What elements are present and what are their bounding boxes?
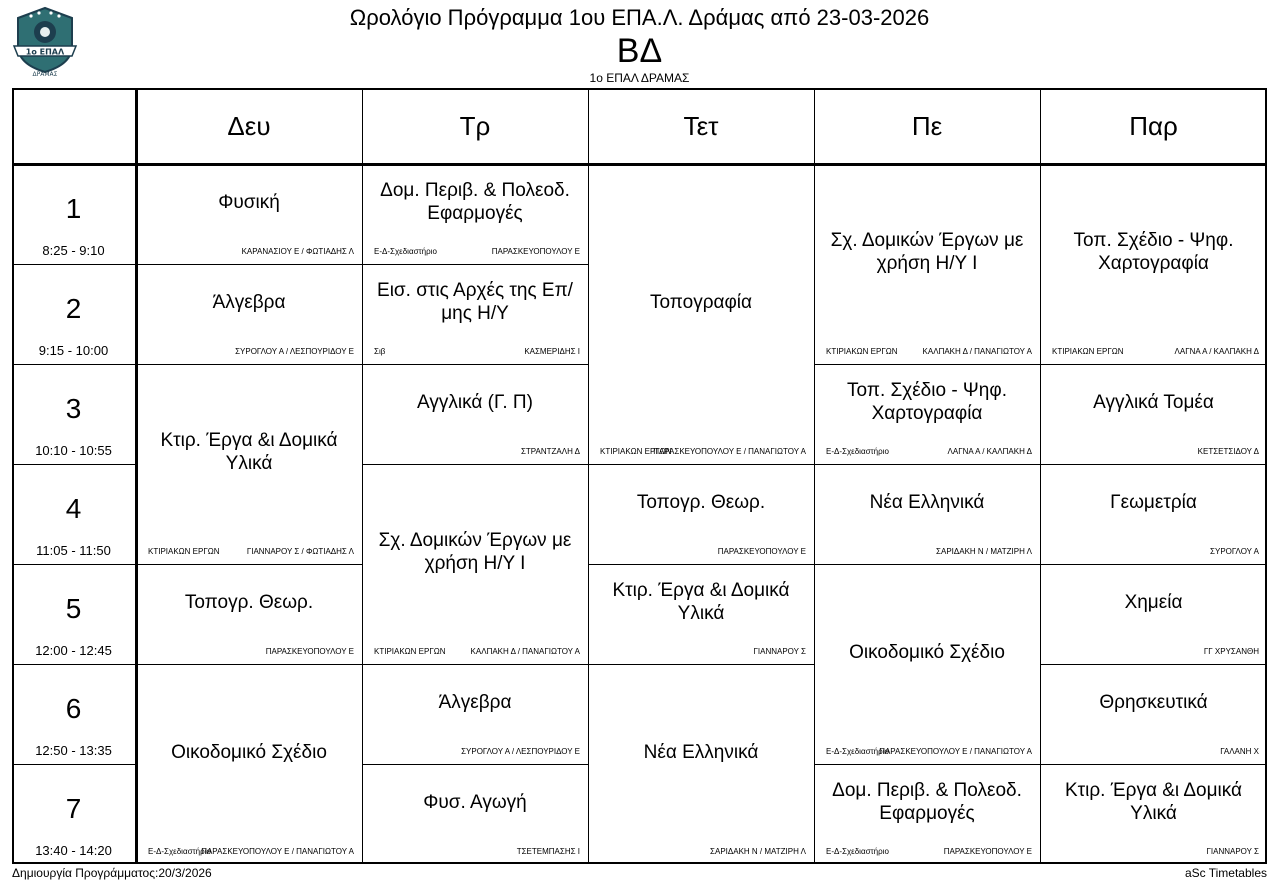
period-cell <box>12 664 135 764</box>
lesson-room: ΚΤΙΡΙΑΚΩΝ ΕΡΓΩΝ <box>1052 347 1124 356</box>
logo-subtext: ΔΡΑΜΑΣ <box>32 71 58 78</box>
lesson-subject: Τοπογρ. Θεωρ. <box>184 591 314 613</box>
lesson-cell[interactable] <box>1040 564 1267 664</box>
lesson-subject: Τοπογραφία <box>649 291 753 313</box>
lesson-subject: Αγγλικά (Γ. Π) <box>417 391 533 413</box>
lesson-cell[interactable] <box>814 364 1040 464</box>
lesson-teacher: ΓΓ ΧΡΥΣΑΝΘΗ <box>1203 647 1259 656</box>
lesson-cell[interactable] <box>814 164 1040 364</box>
lesson-teacher: ΣΥΡΟΓΛΟΥ Α / ΛΕΣΠΟΥΡΙΔΟΥ Ε <box>235 347 354 356</box>
lesson-cell[interactable] <box>136 264 362 364</box>
lesson-subject: Κτιρ. Έργα &ι Δομικά Υλικά <box>1064 780 1243 824</box>
lesson-cell[interactable] <box>362 264 588 364</box>
lesson-subject: Οικοδομικό Σχέδιο <box>849 641 1005 663</box>
lesson-subject: Φυσική <box>218 191 280 213</box>
period-number: 6 <box>65 693 82 724</box>
lesson-cell[interactable] <box>814 564 1040 764</box>
period-time: 10:10 - 10:55 <box>35 443 112 458</box>
row-divider <box>12 264 136 265</box>
period-cell <box>12 164 135 264</box>
period-time: 12:50 - 13:35 <box>35 743 112 758</box>
day-header: Δευ <box>227 110 271 141</box>
period-cell <box>12 364 135 464</box>
lesson-subject: Κτιρ. Έργα &ι Δομικά Υλικά <box>612 580 790 624</box>
lesson-subject: Άλγεβρα <box>438 691 512 713</box>
lesson-teacher: ΣΑΡΙΔΑΚΗ Ν / ΜΑΤΖΙΡΗ Λ <box>936 547 1032 556</box>
lesson-teacher: ΤΣΕΤΕΜΠΑΣΗΣ Ι <box>516 847 580 856</box>
lesson-cell[interactable] <box>136 664 362 864</box>
created-date: Δημιουργία Προγράμματος:20/3/2026 <box>12 866 212 880</box>
lesson-cell[interactable] <box>588 464 814 564</box>
school-name: 1ο ΕΠΑΛ ΔΡΑΜΑΣ <box>589 71 690 85</box>
lesson-subject: Εισ. στις Αρχές της Επ/μης Η/Υ <box>377 280 573 324</box>
period-number: 3 <box>65 393 82 424</box>
period-number: 5 <box>65 593 82 624</box>
period-time: 9:15 - 10:00 <box>38 343 109 358</box>
lesson-subject: Δομ. Περιβ. & Πολεοδ. Εφαρμογές <box>380 180 570 224</box>
period-time: 8:25 - 9:10 <box>42 243 105 258</box>
lesson-cell[interactable] <box>136 364 362 564</box>
class-name: ΒΔ <box>616 32 663 70</box>
lesson-cell[interactable] <box>1040 464 1267 564</box>
lesson-subject: Κτιρ. Έργα &ι Δομικά Υλικά <box>160 430 338 474</box>
lesson-teacher: ΚΑΣΜΕΡΙΔΗΣ Ι <box>524 347 580 356</box>
lesson-room: Σιβ <box>374 347 386 356</box>
lesson-teacher: ΣΤΡΑΝΤΖΑΛΗ Δ <box>520 447 580 456</box>
period-time: 13:40 - 14:20 <box>35 843 112 858</box>
lesson-subject: Γεωμετρία <box>1110 491 1197 513</box>
lesson-subject: Φυσ. Αγωγή <box>423 791 527 813</box>
lesson-subject: Σχ. Δομικών Έργων με χρήση Η/Υ Ι <box>830 230 1024 274</box>
lesson-teacher: ΠΑΡΑΣΚΕΥΟΠΟΥΛΟΥ Ε <box>717 547 806 556</box>
lesson-teacher: ΠΑΡΑΣΚΕΥΟΠΟΥΛΟΥ Ε <box>943 847 1032 856</box>
lesson-cell[interactable] <box>1040 664 1267 764</box>
lesson-teacher: ΠΑΡΑΣΚΕΥΟΠΟΥΛΟΥ Ε / ΠΑΝΑΓΙΩΤΟΥ Α <box>879 747 1032 756</box>
period-number: 7 <box>65 793 82 824</box>
lesson-room: Ε-Δ-Σχεδιαστήριο <box>374 247 437 256</box>
lesson-room: ΚΤΙΡΙΑΚΩΝ ΕΡΓΩΝ <box>826 347 898 356</box>
row-divider <box>12 464 136 465</box>
lesson-teacher: ΣΑΡΙΔΑΚΗ Ν / ΜΑΤΖΙΡΗ Λ <box>710 847 806 856</box>
logo-label: 1ο ΕΠΑΛ <box>25 47 65 57</box>
period-number: 4 <box>65 493 82 524</box>
lesson-cell[interactable] <box>362 164 588 264</box>
lesson-cell[interactable] <box>1040 764 1267 864</box>
lesson-teacher: ΠΑΡΑΣΚΕΥΟΠΟΥΛΟΥ Ε / ΠΑΝΑΓΙΩΤΟΥ Α <box>653 447 806 456</box>
lesson-teacher: ΚΑΡΑΝΑΣΙΟΥ Ε / ΦΩΤΙΑΔΗΣ Λ <box>241 247 354 256</box>
lesson-teacher: ΠΑΡΑΣΚΕΥΟΠΟΥΛΟΥ Ε / ΠΑΝΑΓΙΩΤΟΥ Α <box>201 847 354 856</box>
lesson-cell[interactable] <box>362 664 588 764</box>
lesson-teacher: ΛΑΓΝΑ Α / ΚΑΛΠΑΚΗ Δ <box>1174 347 1259 356</box>
lesson-subject: Τοπογρ. Θεωρ. <box>636 491 766 513</box>
lesson-room: ΚΤΙΡΙΑΚΩΝ ΕΡΓΩΝ <box>148 547 220 556</box>
lesson-subject: Τοπ. Σχέδιο - Ψηφ. Χαρτογραφία <box>847 380 1007 424</box>
period-time: 12:00 - 12:45 <box>35 643 112 658</box>
lesson-teacher: ΠΑΡΑΣΚΕΥΟΠΟΥΛΟΥ Ε <box>491 247 580 256</box>
lesson-teacher: ΚΑΛΠΑΚΗ Δ / ΠΑΝΑΓΙΩΤΟΥ Α <box>470 647 580 656</box>
row-divider <box>12 364 136 365</box>
period-number: 2 <box>65 293 82 324</box>
day-header: Τρ <box>459 110 491 141</box>
lesson-cell[interactable] <box>362 764 588 864</box>
lesson-teacher: ΚΑΛΠΑΚΗ Δ / ΠΑΝΑΓΙΩΤΟΥ Α <box>922 347 1032 356</box>
lesson-subject: Τοπ. Σχέδιο - Ψηφ. Χαρτογραφία <box>1073 230 1234 274</box>
lesson-teacher: ΓΙΑΝΝΑΡΟΥ Σ / ΦΩΤΙΑΔΗΣ Λ <box>246 547 354 556</box>
period-time: 11:05 - 11:50 <box>36 543 111 558</box>
day-header: Τετ <box>683 110 719 141</box>
day-header: Παρ <box>1129 110 1178 141</box>
software-credit: aSc Timetables <box>1184 866 1267 880</box>
lesson-teacher: ΣΥΡΟΓΛΟΥ Α / ΛΕΣΠΟΥΡΙΔΟΥ Ε <box>461 747 580 756</box>
lesson-room: Ε-Δ-Σχεδιαστήριο <box>826 747 889 756</box>
day-header: Πε <box>911 110 943 141</box>
period-cell <box>12 264 135 364</box>
period-cell <box>12 764 135 864</box>
lesson-teacher: ΚΕΤΣΕΤΣΙΔΟΥ Δ <box>1197 447 1259 456</box>
lesson-subject: Σχ. Δομικών Έργων με χρήση Η/Υ Ι <box>378 530 572 574</box>
row-divider <box>12 764 136 765</box>
lesson-cell[interactable] <box>362 464 588 664</box>
lesson-cell[interactable] <box>588 664 814 864</box>
lesson-teacher: ΓΑΛΑΝΗ Χ <box>1220 747 1259 756</box>
lesson-room: Ε-Δ-Σχεδιαστήριο <box>148 847 211 856</box>
lesson-cell[interactable] <box>588 564 814 664</box>
lesson-subject: Νέα Ελληνικά <box>869 491 985 513</box>
lesson-cell[interactable] <box>136 164 362 264</box>
lesson-room: Ε-Δ-Σχεδιαστήριο <box>826 447 889 456</box>
lesson-cell[interactable] <box>136 564 362 664</box>
lesson-cell[interactable] <box>588 164 814 464</box>
lesson-subject: Θρησκευτικά <box>1099 691 1208 713</box>
lesson-room: Ε-Δ-Σχεδιαστήριο <box>826 847 889 856</box>
lesson-cell[interactable] <box>362 364 588 464</box>
row-divider <box>12 564 136 565</box>
period-cell <box>12 464 135 564</box>
lesson-room: ΚΤΙΡΙΑΚΩΝ ΕΡΓΩΝ <box>600 447 672 456</box>
lesson-room: ΚΤΙΡΙΑΚΩΝ ΕΡΓΩΝ <box>374 647 446 656</box>
lesson-cell[interactable] <box>1040 164 1267 364</box>
lesson-cell[interactable] <box>814 464 1040 564</box>
row-divider <box>12 664 136 665</box>
lesson-teacher: ΓΙΑΝΝΑΡΟΥ Σ <box>753 647 806 656</box>
period-number: 1 <box>65 193 82 224</box>
lesson-cell[interactable] <box>814 764 1040 864</box>
lesson-subject: Χημεία <box>1124 591 1183 613</box>
lesson-subject: Δομ. Περιβ. & Πολεοδ. Εφαρμογές <box>832 780 1022 824</box>
page-title: Ωρολόγιο Πρόγραμμα 1ου ΕΠΑ.Λ. Δράμας από 23-03-2026 <box>349 5 930 30</box>
lesson-subject: Αγγλικά Τομέα <box>1093 391 1214 413</box>
lesson-cell[interactable] <box>1040 364 1267 464</box>
lesson-teacher: ΛΑΓΝΑ Α / ΚΑΛΠΑΚΗ Δ <box>947 447 1032 456</box>
lesson-subject: Νέα Ελληνικά <box>643 741 759 763</box>
period-cell <box>12 564 135 664</box>
lesson-teacher: ΣΥΡΟΓΛΟΥ Α <box>1210 547 1259 556</box>
lesson-teacher: ΓΙΑΝΝΑΡΟΥ Σ <box>1206 847 1259 856</box>
lesson-subject: Οικοδομικό Σχέδιο <box>171 741 327 763</box>
lesson-teacher: ΠΑΡΑΣΚΕΥΟΠΟΥΛΟΥ Ε <box>265 647 354 656</box>
lesson-subject: Άλγεβρα <box>212 291 286 313</box>
